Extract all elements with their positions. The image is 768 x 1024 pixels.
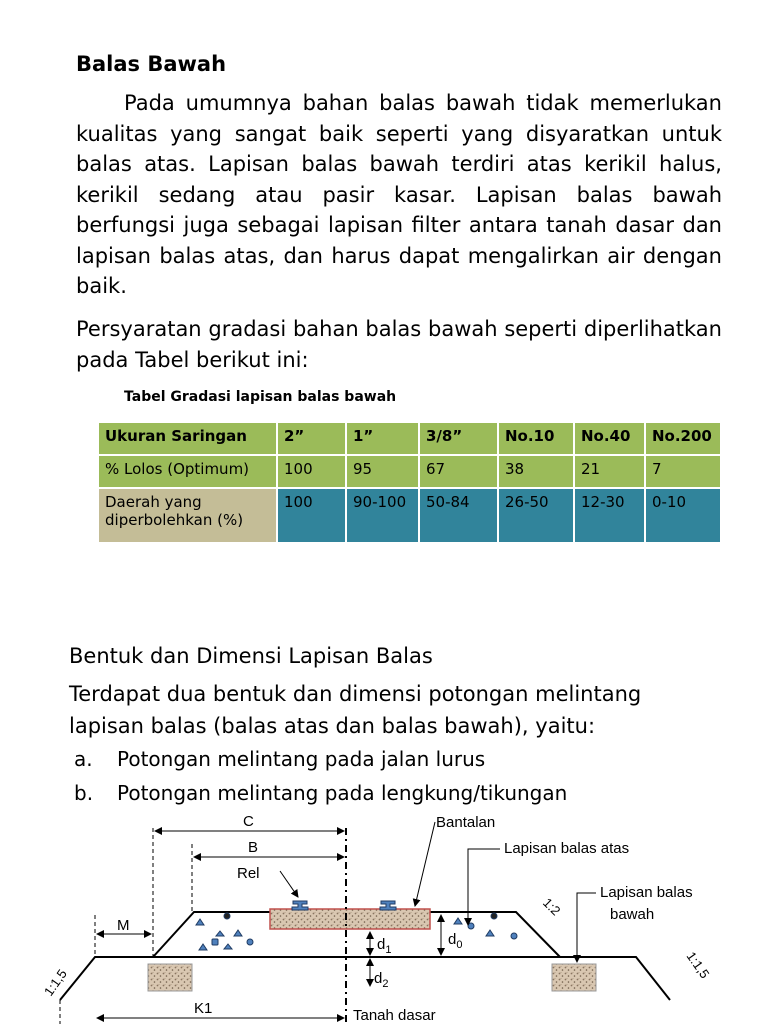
- gradation-table: [97, 421, 722, 544]
- list-item-text: Potongan melintang pada jalan lurus: [117, 747, 486, 771]
- table-cell: 38: [498, 455, 574, 488]
- table-header-cell: No.40: [574, 422, 645, 455]
- table-cell: 100: [277, 488, 346, 543]
- table-row: [98, 455, 721, 488]
- cross-section-diagram: [0, 808, 768, 1024]
- bantalan-leader: [415, 822, 435, 906]
- label-d1: $d_1$: [377, 936, 392, 956]
- label-d2-subscript: 2: [382, 978, 389, 990]
- table-header-cell: 1”: [346, 422, 419, 455]
- table-header-row: [98, 422, 721, 455]
- paragraph-balas-bawah: [76, 88, 722, 302]
- slope-label-top: 1:2: [540, 895, 564, 919]
- table-header-cell: Ukuran Saringan: [98, 422, 277, 455]
- table-cell: % Lolos (Optimum): [98, 455, 277, 488]
- rel-arrow: [280, 871, 298, 897]
- table-header-cell: 3/8”: [419, 422, 498, 455]
- slope-label-right: 1:1,5: [683, 948, 713, 982]
- section-title: Bentuk dan Dimensi Lapisan Balas: [69, 644, 433, 668]
- label-bantalan: Bantalan: [436, 814, 496, 831]
- label-k1: K1: [194, 1000, 213, 1017]
- paragraph-gradasi: Persyaratan gradasi bahan balas bawah seperti diperlihatkan pada Tabel berikut ini:: [76, 317, 722, 372]
- paragraph-bentuk: Terdapat dua bentuk dan dimensi potongan melintang lapisan balas (balas atas dan balas bawah), yaitu:: [69, 682, 642, 738]
- list-marker: b.: [74, 781, 94, 805]
- table-cell: 7: [645, 455, 721, 488]
- label-m: M: [117, 917, 130, 934]
- page-heading: Balas Bawah: [76, 52, 227, 76]
- list-item-text: Potongan melintang pada lengkung/tikungan: [117, 781, 568, 805]
- table-cell: 0-10: [645, 488, 721, 543]
- label-b: B: [248, 839, 259, 856]
- table-cell: Daerah yang diperbolehkan (%): [98, 488, 277, 543]
- label-d1-subscript: 1: [385, 944, 392, 956]
- label-balas-bawah-2: bawah: [610, 906, 655, 923]
- balas-bawah-leader: [577, 893, 596, 962]
- table-header-cell: No.200: [645, 422, 721, 455]
- label-tanah-dasar: Tanah dasar: [353, 1007, 436, 1024]
- table-header-cell: 2”: [277, 422, 346, 455]
- table-caption: Tabel Gradasi lapisan balas bawah: [124, 389, 397, 405]
- sleeper-right: [552, 964, 596, 991]
- label-balas-bawah-1: Lapisan balas: [600, 884, 693, 901]
- label-d2: $d_2$: [374, 970, 389, 990]
- label-rel: Rel: [237, 865, 260, 882]
- list-item: [74, 779, 567, 807]
- label-balas-atas: Lapisan balas atas: [504, 840, 630, 857]
- rail-right: [380, 901, 396, 910]
- table-row: [98, 488, 721, 543]
- table-cell: 26-50: [498, 488, 574, 543]
- sleeper-center: [270, 909, 430, 929]
- rail-left: [292, 901, 308, 910]
- table-cell: 50-84: [419, 488, 498, 543]
- list-marker: a.: [74, 747, 93, 771]
- table-cell: 95: [346, 455, 419, 488]
- table-cell: 67: [419, 455, 498, 488]
- table-header-cell: No.10: [498, 422, 574, 455]
- table-cell: 21: [574, 455, 645, 488]
- list-item: [74, 745, 485, 773]
- table-cell: 12-30: [574, 488, 645, 543]
- label-d0: $d_0$: [448, 931, 463, 951]
- label-c: C: [243, 813, 254, 830]
- table-cell: 90-100: [346, 488, 419, 543]
- label-d0-subscript: 0: [456, 939, 463, 951]
- table-cell: 100: [277, 455, 346, 488]
- slope-label-left: 1:1,5: [40, 966, 70, 999]
- paragraph-text: Pada umumnya bahan balas bawah tidak memerlukan kualitas yang sangat baik seperti yang disyaratkan untuk balas atas. Lapisan balas bawah terdiri atas kerikil halus, kerikil sedang atau pasir kasar. Lapisan balas bawah berfungsi juga sebagai lapisan filter antara tanah dasar dan lapisan balas atas, dan harus dapat mengalirkan air dengan baik.: [76, 91, 722, 298]
- sleeper-left: [148, 964, 192, 991]
